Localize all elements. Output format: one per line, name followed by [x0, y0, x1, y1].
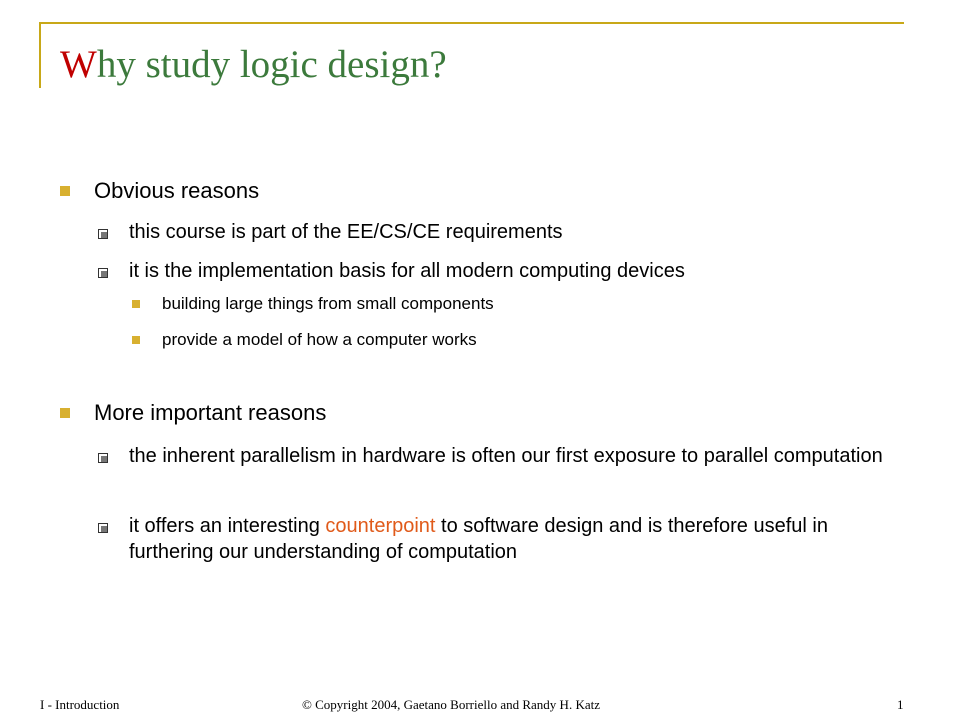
sub-list-item [132, 294, 494, 314]
text-after: to software design and is therefore useful in furthering our understanding of computation [129, 515, 828, 563]
list-item [98, 258, 899, 284]
bullet-square-icon [132, 336, 140, 344]
checkbox-bullet-icon [98, 268, 108, 278]
list-item [98, 443, 899, 469]
bullet-more-important-reasons [60, 400, 326, 426]
footer-section: I - Introduction [40, 697, 120, 712]
sub-list-item [132, 330, 477, 350]
checkbox-bullet-icon [98, 523, 108, 533]
title-rule [39, 22, 904, 24]
bullet-label: More important reasons [94, 400, 327, 425]
list-item [98, 219, 899, 245]
list-item-text: it is the implementation basis for all modern computing devices [129, 260, 685, 282]
page-number: 1 [897, 697, 904, 712]
bullet-square-icon [60, 408, 70, 418]
list-item-text: this course is part of the EE/CS/CE requirements [129, 221, 563, 243]
list-item-text: the inherent parallelism in hardware is often our first exposure to parallel computation [129, 445, 883, 467]
text-before: it offers an interesting [129, 515, 326, 537]
checkbox-bullet-icon [98, 229, 108, 239]
title-first-letter: W [60, 43, 97, 86]
highlighted-term: counterpoint [325, 515, 436, 537]
sub-list-item-text: provide a model of how a computer works [162, 330, 477, 349]
checkbox-bullet-icon [98, 453, 108, 463]
list-item-text [129, 513, 899, 565]
bullet-square-icon [132, 300, 140, 308]
sub-list-item-text: building large things from small components [162, 294, 494, 313]
footer-copyright: © Copyright 2004, Gaetano Borriello and Randy H. Katz [302, 697, 600, 712]
bullet-label: Obvious reasons [94, 178, 260, 203]
title-rest: hy study logic design? [96, 43, 447, 86]
page-title [60, 42, 447, 87]
bullet-square-icon [60, 186, 70, 196]
list-item [98, 513, 899, 565]
bullet-obvious-reasons [60, 178, 259, 204]
title-bar [39, 22, 41, 88]
